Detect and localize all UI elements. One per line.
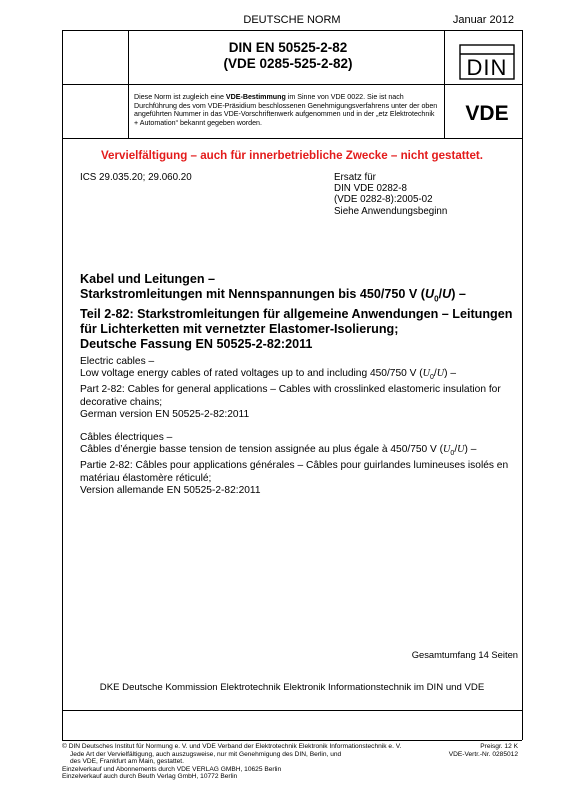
title-fr-line: Câbles d’énergie basse tension de tension assignée au plus égale à 450/750 V $(U_0/U)$ – xyxy=(80,444,477,458)
note-prefix: Diese Norm ist zugleich eine xyxy=(134,93,226,101)
vde-logo xyxy=(456,100,518,124)
reproduction-warning: Vervielfältigung – auch für innerbetriebliche Zwecke – nicht gestattet. xyxy=(100,149,484,162)
top-rule xyxy=(62,30,522,31)
header-right-divider xyxy=(444,30,445,138)
replacement-line: Ersatz für xyxy=(334,172,376,183)
title-de-line: Deutsche Fassung EN 50525-2-82:2011 xyxy=(80,336,313,351)
vde-logo-text: VDE xyxy=(465,102,509,124)
right-border xyxy=(522,30,523,740)
document-type: DEUTSCHE NORM xyxy=(243,14,341,26)
title-fr-line: Version allemande EN 50525-2-82:2011 xyxy=(80,484,261,496)
din-logo-text: DIN xyxy=(466,55,508,80)
title-de-line: Kabel und Leitungen – xyxy=(80,272,216,286)
note-rule xyxy=(62,138,522,139)
footer-line: Jede Art der Vervielfältigung, auch auszugsweise, nur mit Genehmigung des DIN, Berlin, und xyxy=(70,750,342,758)
title-fr-line: Câbles électriques – xyxy=(80,432,173,443)
footer-line: © DIN Deutsches Institut für Normung e. V. und VDE Verband der Elektrotechnik Elektronik Informationstechnik e. V. xyxy=(62,743,402,750)
header-rule xyxy=(62,84,522,85)
title-de-line: Starkstromleitungen mit Nennspannungen bis 450/750 V $(U_0/U)$ – xyxy=(80,287,466,304)
title-de-line: Teil 2-82: Starkstromleitungen für allgemeine Anwendungen – Leitungen für Lichterketten mit vernetzter Elastomer-Isolierung; xyxy=(80,306,513,336)
replacement-line: (VDE 0282-8):2005-02 xyxy=(334,194,433,206)
din-logo xyxy=(459,44,515,80)
replacement-line: Siehe Anwendungsbeginn xyxy=(334,205,448,217)
vde-number: (VDE 0285-525-2-82) xyxy=(223,56,353,71)
title-fr-line: Partie 2-82: Câbles pour applications générales – Câbles pour guirlandes lumineuses isolés en matériau élastomère réticulé; xyxy=(80,460,509,484)
total-pages: Gesamtumfang 14 Seiten xyxy=(411,649,518,660)
footer-line: des VDE, Frankfurt am Main, gestattet. xyxy=(70,758,184,766)
standard-number: DIN EN 50525-2-82 xyxy=(228,40,348,55)
footer-rule xyxy=(62,740,522,741)
price-group: Preisgr. 12 K xyxy=(480,743,518,750)
document-date: Januar 2012 xyxy=(452,14,514,26)
left-border xyxy=(62,30,63,740)
title-german xyxy=(80,272,520,352)
replacement-line: DIN VDE 0282-8 xyxy=(334,183,407,195)
title-en-line: Low voltage energy cables of rated voltages up to and including 450/750 V $(U_0/U)$ – xyxy=(80,368,457,382)
footer-line: Einzelverkauf und Abonnements durch VDE VERLAG GMBH, 10625 Berlin xyxy=(62,765,282,773)
replacement-info xyxy=(334,172,447,217)
bottom-rule xyxy=(62,710,522,711)
order-number: VDE-Vertr.-Nr. 0285012 xyxy=(448,750,518,758)
footer-line: Einzelverkauf auch durch Beuth Verlag GmbH, 10772 Berlin xyxy=(62,773,238,781)
top-bar xyxy=(62,8,522,30)
standard-number-block xyxy=(134,40,442,72)
footer-order-info xyxy=(449,743,518,758)
committee-line: DKE Deutsche Kommission Elektrotechnik Elektronik Informationstechnik im DIN und VDE xyxy=(99,682,485,693)
title-french xyxy=(80,432,520,497)
ics-codes: ICS 29.035.20; 29.060.20 xyxy=(80,172,192,183)
title-en-line: German version EN 50525-2-82:2011 xyxy=(80,408,250,420)
footer-copyright xyxy=(62,743,412,781)
note-rest: im Sinne von VDE 0022. Sie ist nach Durchführung des vom VDE-Präsidium beschlossenen Genehmigungsverfahrens unter der oben angeführten Nummer in das VDE-Vorschriftenwerk aufgenommen und in der „etz Elektrotechnik + Automation“ bekannt gegeben worden. xyxy=(134,93,438,128)
title-en-line: Electric cables – xyxy=(80,356,155,367)
title-english xyxy=(80,356,520,421)
vde-determination-note xyxy=(134,93,438,128)
title-en-line: Part 2-82: Cables for general applications – Cables with crosslinked elastomeric insulation for decorative chains; xyxy=(80,384,501,408)
note-bold: VDE-Bestimmung xyxy=(225,93,286,101)
header-left-divider xyxy=(128,30,129,138)
